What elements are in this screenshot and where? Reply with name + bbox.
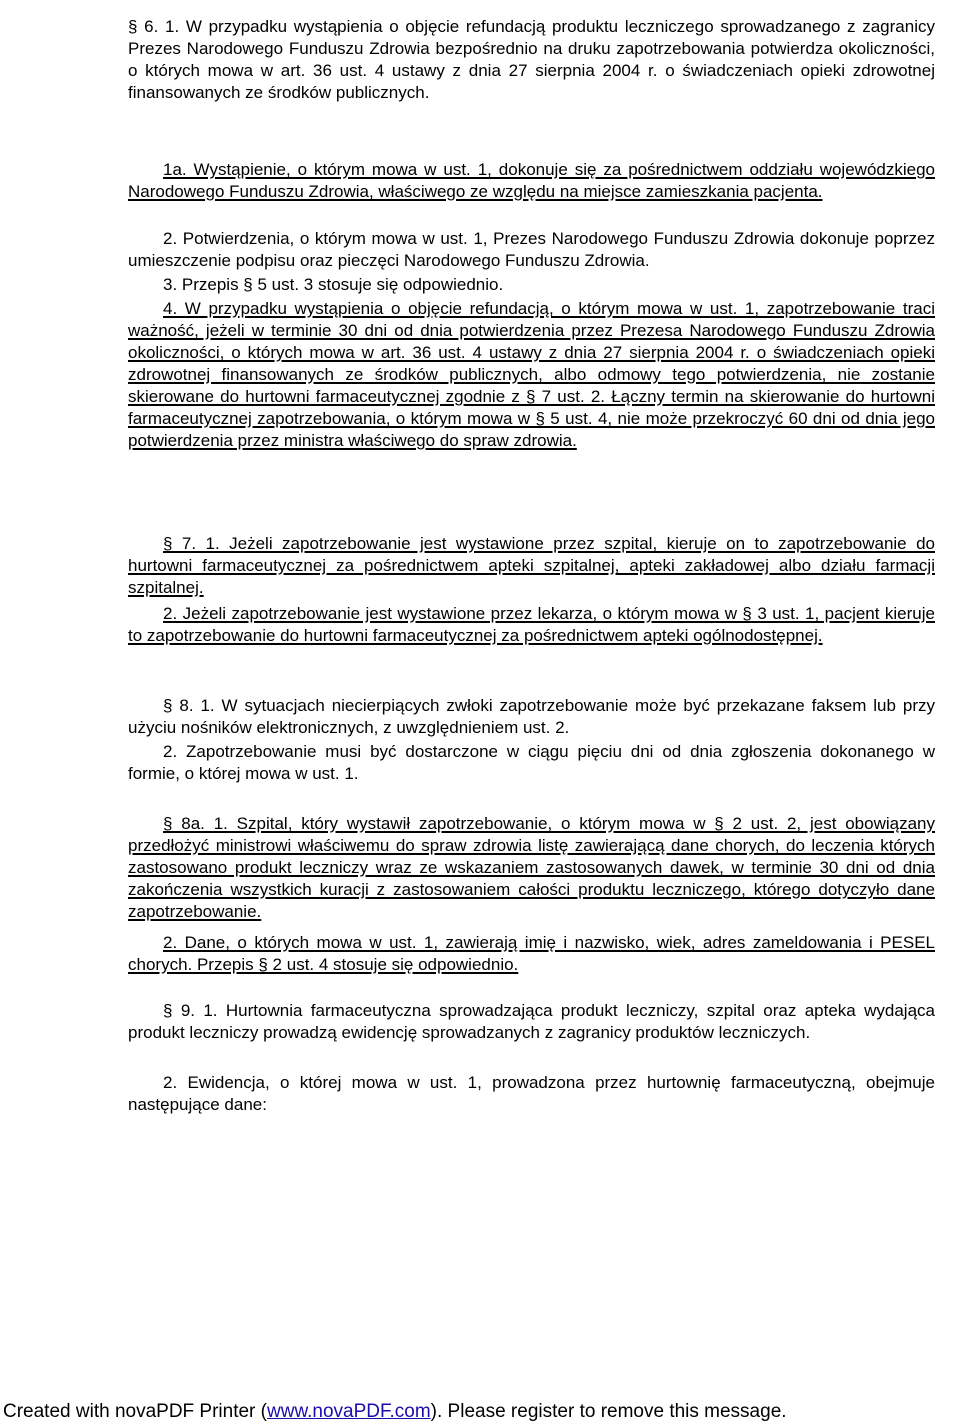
text-6-1a: 1a. Wystąpienie, o którym mowa w ust. 1, dokonuje się za pośrednictwem oddziału wojewódzkiego Narodowego Funduszu Zdrowia, właściwego ze względu na miejsce zamieszkania pacjenta. bbox=[128, 160, 935, 201]
text-6-3: 3. Przepis § 5 ust. 3 stosuje się odpowiednio. bbox=[163, 275, 504, 294]
paragraph-8-1 bbox=[128, 695, 935, 739]
footer-suffix: ). Please register to remove this message. bbox=[430, 1401, 787, 1422]
text-8-1: § 8. 1. W sytuacjach niecierpiących zwłoki zapotrzebowanie może być przekazane faksem lub przy użyciu nośników elektronicznych, z uwzględnieniem ust. 2. bbox=[128, 696, 935, 737]
paragraph-6-1a bbox=[128, 159, 935, 203]
text-7-2: 2. Jeżeli zapotrzebowanie jest wystawione przez lekarza, o którym mowa w § 3 ust. 1, pacjent kieruje to zapotrzebowanie do hurtowni farmaceutycznej za pośrednictwem apteki ogólnodostępnej. bbox=[128, 604, 935, 645]
text-8a-1: § 8a. 1. Szpital, który wystawił zapotrzebowanie, o którym mowa w § 2 ust. 2, jest obowiązany przedłożyć ministrowi właściwemu do spraw zdrowia listę zawierającą dane chorych, do leczenia których zastosowano produkt leczniczy wraz ze wskazaniem zastosowanych dawek, w terminie 30 dni od dnia zakończenia wszystkich kuracji z zastosowaniem całości produktu leczniczego, którego dotyczyło dane zapotrzebowanie. bbox=[128, 814, 935, 921]
text-9-2: 2. Ewidencja, o której mowa w ust. 1, prowadzona przez hurtownię farmaceutyczną, obejmuje następujące dane: bbox=[128, 1073, 935, 1114]
text-8a-2: 2. Dane, o których mowa w ust. 1, zawierają imię i nazwisko, wiek, adres zameldowania i PESEL chorych. Przepis § 2 ust. 4 stosuje się odpowiednio. bbox=[128, 933, 935, 974]
novapdf-footer bbox=[3, 1401, 787, 1423]
footer-prefix: Created with novaPDF Printer ( bbox=[3, 1401, 267, 1422]
paragraph-6-1 bbox=[128, 16, 935, 104]
text-6-2: 2. Potwierdzenia, o którym mowa w ust. 1, Prezes Narodowego Funduszu Zdrowia dokonuje poprzez umieszczenie podpisu oraz pieczęci Narodowego Funduszu Zdrowia. bbox=[128, 229, 935, 270]
paragraph-8a-1 bbox=[128, 813, 935, 923]
paragraph-6-3 bbox=[128, 274, 935, 296]
paragraph-7-2 bbox=[128, 603, 935, 647]
paragraph-6-4 bbox=[128, 298, 935, 452]
paragraph-9-2 bbox=[128, 1072, 935, 1116]
paragraph-6-2 bbox=[128, 228, 935, 272]
text-8-2: 2. Zapotrzebowanie musi być dostarczone w ciągu pięciu dni od dnia zgłoszenia dokonanego w formie, o której mowa w ust. 1. bbox=[128, 742, 935, 783]
text-6-4: 4. W przypadku wystąpienia o objęcie refundacją, o którym mowa w ust. 1, zapotrzebowanie traci ważność, jeżeli w terminie 30 dni od dnia potwierdzenia przez Prezesa Narodowego Funduszu Zdrowia okoliczności, o których mowa w art. 36 ust. 4 ustawy z dnia 27 sierpnia 2004 r. o świadczeniach opieki zdrowotnej finansowanych ze środków publicznych, albo odmowy tego potwierdzenia, nie zostanie skierowane do hurtowni farmaceutycznej zgodnie z § 7 ust. 2. Łączny termin na skierowanie do hurtowni farmaceutycznej zapotrzebowania, o którym mowa w § 5 ust. 4, nie może przekroczyć 60 dni od dnia jego potwierdzenia przez ministra właściwego do spraw zdrowia. bbox=[128, 299, 935, 450]
paragraph-8a-2 bbox=[128, 932, 935, 976]
text-6-1: § 6. 1. W przypadku wystąpienia o objęcie refundacją produktu leczniczego sprowadzanego z zagranicy Prezes Narodowego Funduszu Zdrowia bezpośrednio na druku zapotrzebowania potwierdza okoliczności, o których mowa w art. 36 ust. 4 ustawy z dnia 27 sierpnia 2004 r. o świadczeniach opieki zdrowotnej finansowanych ze środków publicznych. bbox=[128, 17, 935, 102]
paragraph-7-1 bbox=[128, 533, 935, 599]
text-9-1: § 9. 1. Hurtownia farmaceutyczna sprowadzająca produkt leczniczy, szpital oraz apteka wydająca produkt leczniczy prowadzą ewidencję sprowadzanych z zagranicy produktów leczniczych. bbox=[128, 1001, 935, 1042]
paragraph-8-2 bbox=[128, 741, 935, 785]
text-7-1: § 7. 1. Jeżeli zapotrzebowanie jest wystawione przez szpital, kieruje on to zapotrzebowanie do hurtowni farmaceutycznej za pośrednictwem apteki szpitalnej, apteki zakładowej albo działu farmacji szpitalnej. bbox=[128, 534, 935, 597]
novapdf-link[interactable]: www.novaPDF.com bbox=[267, 1401, 431, 1422]
paragraph-9-1 bbox=[128, 1000, 935, 1044]
